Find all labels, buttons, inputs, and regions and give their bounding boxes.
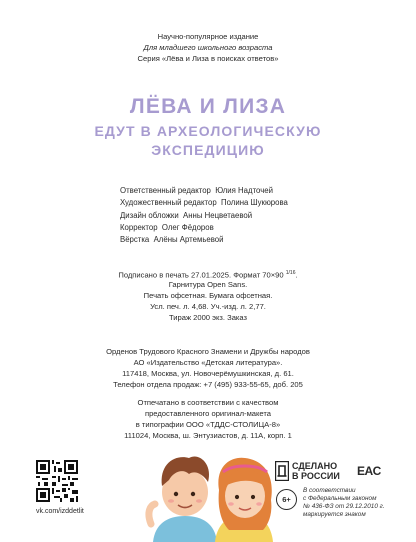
made-in-russia-mark-icon [275,461,289,481]
book-subtitle-line2: ЭКСПЕДИЦИЮ [151,142,265,158]
law-line: маркируется знаком [303,511,366,518]
credit-role: Дизайн обложки [120,210,179,220]
printer-line1: Отпечатано в соответствии с качеством [137,398,279,407]
law-line: № 436-ФЗ от 29.12.2010 г. [303,503,385,510]
publisher-name: АО «Издательство «Детская литература». [133,358,283,367]
printer-address: 111024, Москва, ш. Энтузиастов, д. 11А, корп. 1 [124,431,292,440]
credit-person: Олег Фёдоров [161,222,214,232]
publisher-address: 117418, Москва, ул. Новочерёмушкинская, д. 61. [122,369,294,378]
credit-row [120,197,288,209]
credit-row [120,234,288,246]
credit-row [120,210,288,222]
print-run: Тираж 2000 экз. Заказ [168,313,248,322]
qr-code-icon[interactable] [36,460,78,502]
credit-row [120,222,288,234]
publisher-phone: Телефон отдела продаж: +7 (495) 933-55-65, доб. 205 [113,380,303,389]
print-signed: Подписано в печать 27.01.2025. Формат 70×90 $^{1/16}$. [118,270,298,280]
credit-row [120,185,288,197]
credit-role: Вёрстка [120,235,150,245]
print-font: Гарнитура Open Sans. [168,280,248,289]
made-line1: СДЕЛАНО [292,461,338,471]
printer-line3: в типографии ООО «ТДДС-СТОЛИЦА-8» [135,420,281,429]
book-subtitle-line1: ЕДУТ В АРХЕОЛОГИЧЕСКУЮ [94,123,322,139]
credit-role: Корректор [120,222,158,232]
credit-person: Алёны Артемьевой [153,235,224,245]
edition-type: Научно-популярное издание [157,32,259,41]
print-sheets: Усл. печ. л. 4,68. Уч.-изд. л. 2,77. [150,302,266,311]
law-line: В соответствии [303,487,356,494]
age-rating-badge: 6+ [276,489,297,510]
credit-person: Юлия Надточей [215,186,273,195]
book-title: ЛЁВА И ЛИЗА [129,95,287,118]
made-line2: В РОССИИ [292,471,340,481]
law-notice [303,487,385,519]
publisher-orders: Орденов Трудового Красного Знамени и Дружбы народов [106,347,310,356]
eac-mark: EAC [357,464,381,478]
print-method: Печать офсетная. Бумага офсетная. [143,291,273,300]
credit-person: Анны Нецветаевой [183,210,253,220]
age-group: Для младшего школьного возраста [143,43,273,52]
series-name: Серия «Лёва и Лиза в поисках ответов» [137,54,279,63]
credit-person: Полина Шукюрова [221,198,288,208]
printer-line2: предоставленного оригинал-макета [144,409,272,418]
kids-illustration-icon [145,420,275,542]
credits [120,185,288,246]
credit-role: Художественный редактор [120,198,217,208]
format-fraction: 1/16 [285,270,296,276]
law-line: с Федеральным законом [303,495,377,502]
vk-link[interactable]: vk.com/izddetlit [36,508,84,515]
credit-role: Ответственный редактор [120,186,211,195]
